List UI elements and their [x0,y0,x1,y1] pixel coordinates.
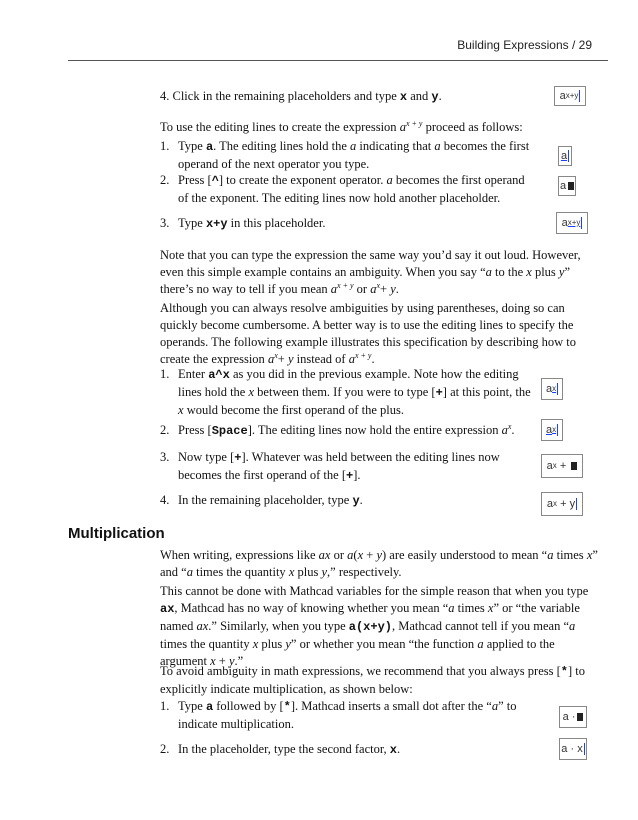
list-item-3b: 3. Now type [+]. Whatever was held between the editing lines now becomes the first operand of the [+]. [160,450,500,483]
header-rule [68,60,608,61]
section-heading-multiplication: Multiplication [68,525,165,542]
figure-a-dot-x: a · x [559,738,587,760]
step-4: 4. Click in the remaining placeholders and type x and y. [160,89,442,104]
paragraph-mathcad-variables: This cannot be done with Mathcad variables for the simple reason that when you type ax, Mathcad has no way of knowing whether you mean “a times x” or “the variable named ax.” Similarly, when you type a(x+y), Mathcad cannot tell if you mean “a times the quantity x plus y” or whether you mean “the function a applied to the argument x + y.” [160,584,589,668]
paragraph-ambiguity: Note that you can type the expression the same way you’d say it out loud. However, even this simple example contains an ambiguity. When you say “a to the x plus y” there’s no way to tell if you mean $a^{x + y}$ or $a^x+ y$. [160,248,581,296]
figure-a-x-plus-y-final: a x + y [541,492,583,516]
list-item-2c: 2. In the placeholder, type the second factor, x. [160,742,401,757]
paragraph-parentheses: Although you can always resolve ambiguities by using parentheses, doing so can quickly become cumbersome. A better way is to use the editing lines to specify the operands. The following example illustrates this specification by describing how to create the expression $a^x+ y$ instead of $a^{x + y}$. [160,301,576,366]
paragraph-avoid-ambiguity: To avoid ambiguity in math expressions, we recommend that you always press [*] to explicitly indicate multiplication, as shown below: [160,664,585,696]
figure-a-x-plus-y: a x+y [554,86,586,106]
paragraph-multiplication-intro: When writing, expressions like ax or a(x + y) are easily understood to mean “a times x” and “a times the quantity x plus y,” respectively. [160,548,598,579]
intro-editing-lines: To use the editing lines to create the expression $a^{x + y}$ proceed as follows: [160,119,523,134]
figure-a-x-plus-y-2: a x+y [556,212,588,234]
figure-a: a [558,146,572,166]
list-item-4b: 4. In the remaining placeholder, type y. [160,493,363,508]
figure-a-placeholder: a [558,176,576,196]
figure-a-x-selected: a x [541,419,563,441]
list-item-2b: 2. Press [Space]. The editing lines now hold the entire expression $a^x$. [160,422,515,438]
list-item-1b: 1. Enter a^x as you did in the previous example. Note how the editing lines hold the x between them. If you were to type [+] at this point, the x would become the first operand of the plus. [160,367,531,417]
figure-a-dot-placeholder: a · [559,706,587,728]
figure-a-x: a x [541,378,563,400]
list-item-3: 3. Type x+y in this placeholder. [160,216,326,231]
list-item-1c: 1. Type a followed by [*]. Mathcad inserts a small dot after the “a” to indicate multiplication. [160,699,517,731]
figure-a-x-plus-placeholder: a x + [541,454,583,478]
list-item-2: 2. Press [^] to create the exponent operator. a becomes the first operand of the exponent. The editing lines now hold another placeholder. [160,173,525,205]
list-item-1: 1. Type a. The editing lines hold the a indicating that a becomes the first operand of the next operator you type. [160,139,530,171]
running-header: Building Expressions / 29 [457,38,592,52]
